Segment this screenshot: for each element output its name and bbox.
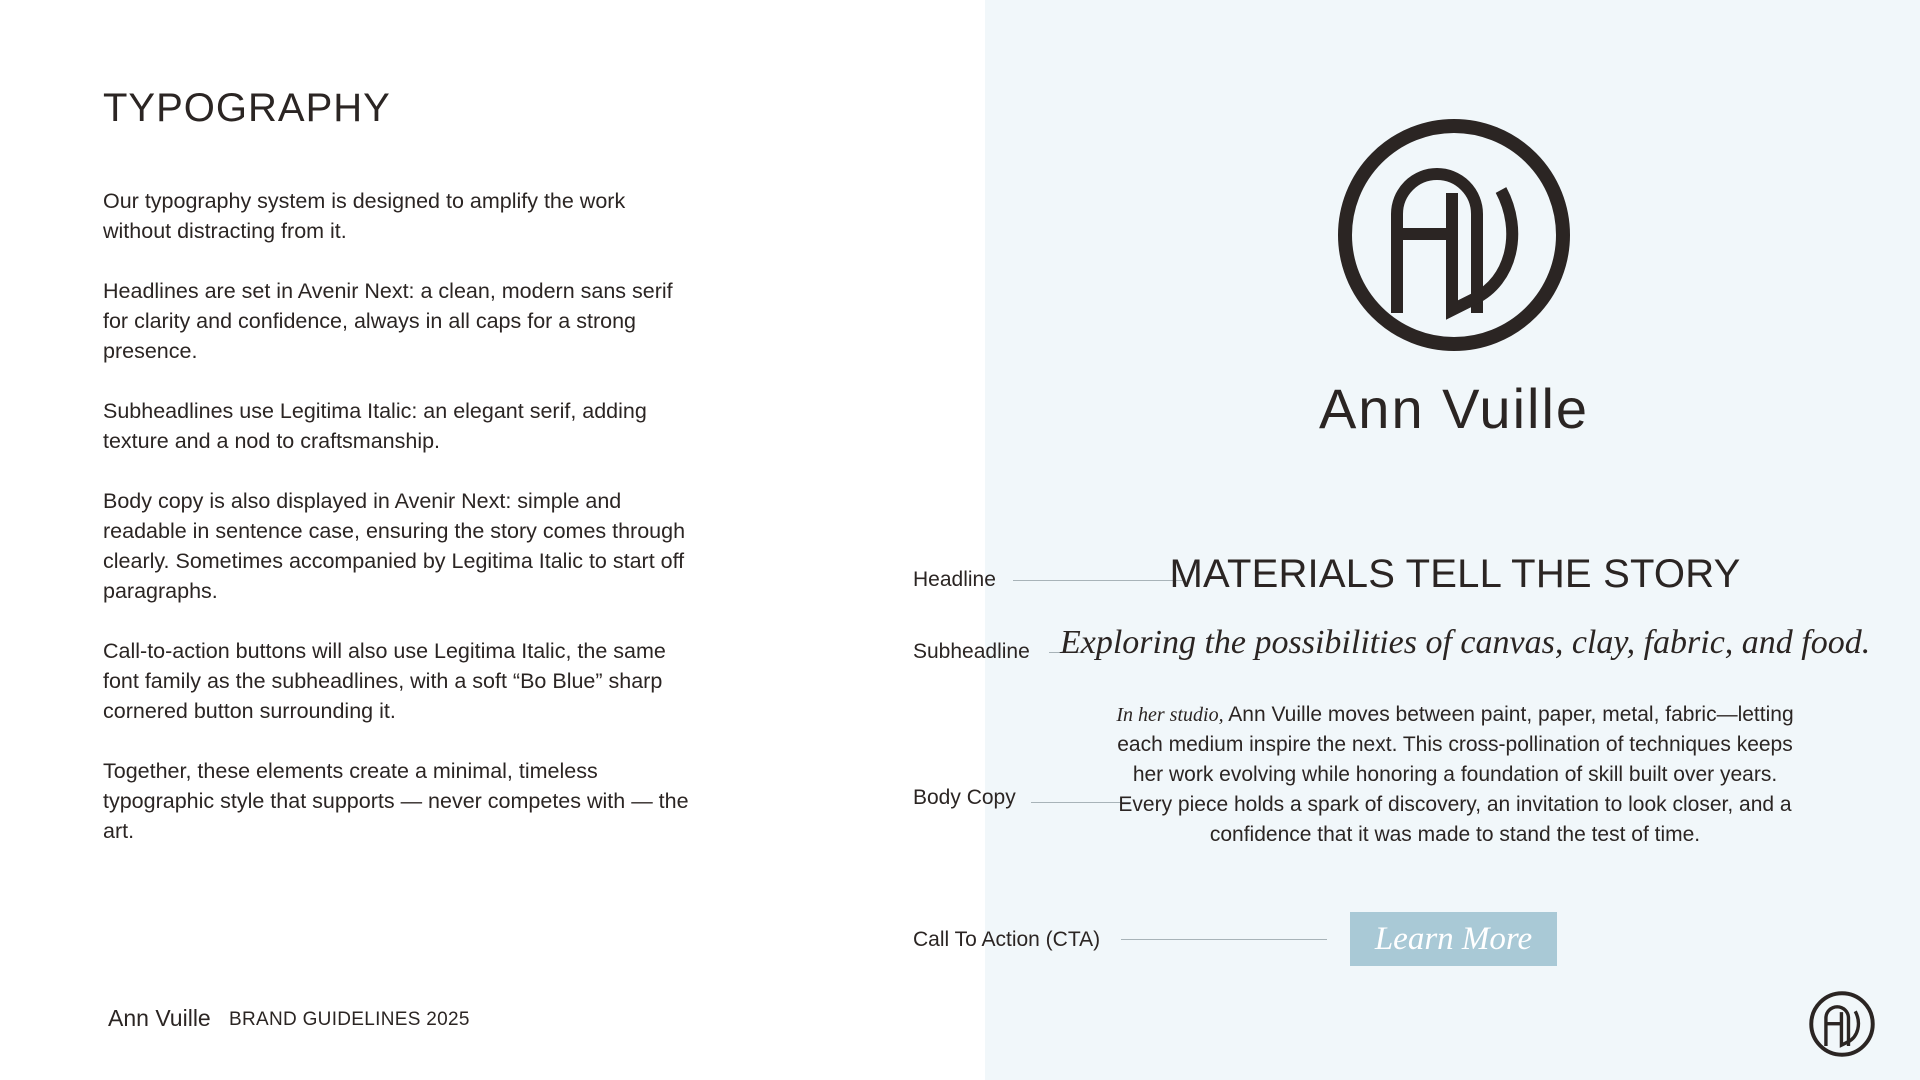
subheadline-label: Subheadline [913,640,1030,663]
intro-paragraph: Body copy is also displayed in Avenir Next: simple and readable in sentence case, ensuring the story comes through clearly. Sometimes accompanied by Legitima Italic to start off paragraphs. [103,489,686,603]
body-text: Ann Vuille moves between paint, paper, metal, fabric—letting each medium inspire the next. This cross-pollination of techniques keeps her work evolving while honoring a foundation of skill built over years. Every piece holds a spark of discovery, an invitation to look closer, and a confidence that it was made to stand the test of time. [1117,703,1794,846]
specimen-subheadline: Exploring the possibilities of canvas, clay, fabric, and food. [1060,624,1871,661]
page-title: TYPOGRAPHY [103,86,391,130]
cta-label: Call To Action (CTA) [913,928,1101,951]
specimen-headline: MATERIALS TELL THE STORY [1169,552,1741,596]
intro-paragraph: Subheadlines use Legitima Italic: an elegant serif, adding texture and a nod to craftsmanship. [103,399,647,453]
intro-paragraph: Headlines are set in Avenir Next: a clean, modern sans serif for clarity and confidence, always in all caps for a strong presence. [103,279,673,363]
headline-label: Headline [913,568,996,591]
av-monogram-corner-icon [1809,991,1875,1057]
body-copy-label: Body Copy [913,786,1016,809]
learn-more-button[interactable]: Learn More [1350,912,1557,966]
body-lead-in: In her studio, [1116,704,1224,726]
av-monogram-icon [1337,118,1571,352]
logo-wordmark: Ann Vuille [1318,377,1590,440]
footer-guidelines-label: BRAND GUIDELINES 2025 [229,1009,470,1030]
intro-paragraph: Call-to-action buttons will also use Legitima Italic, the same font family as the subheadlines, with a soft “Bo Blue” sharp cornered button surrounding it. [103,639,666,723]
intro-paragraph: Together, these elements create a minimal, timeless typographic style that supports — never competes with — the art. [103,759,689,843]
cta-leader-line [1121,939,1327,940]
intro-paragraph: Our typography system is designed to amplify the work without distracting from it. [103,189,626,243]
specimen-body-copy [1110,700,1800,850]
footer-brand: Ann Vuille [108,1005,211,1031]
intro-text [103,186,693,876]
